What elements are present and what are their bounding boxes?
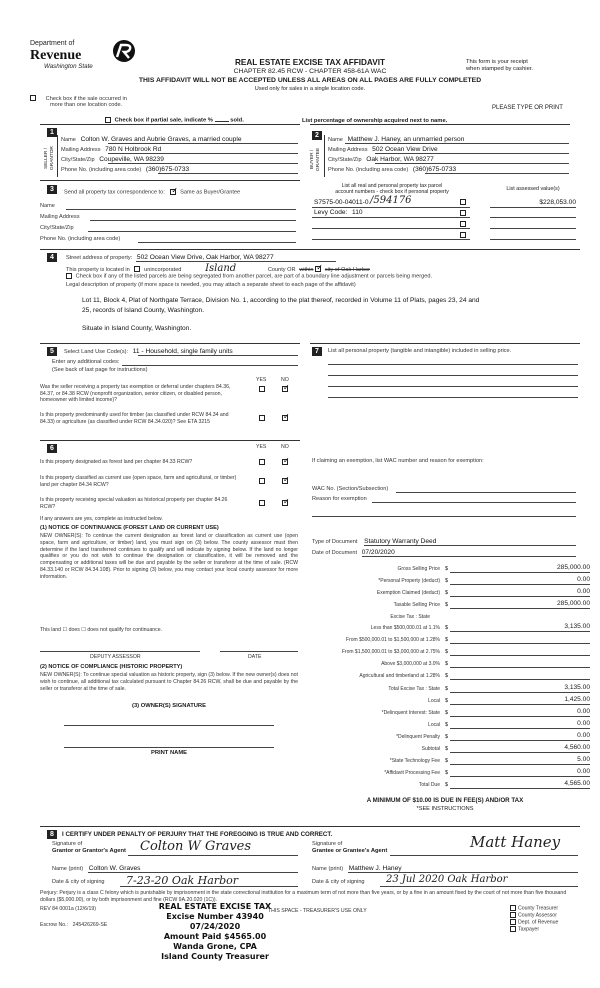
tech-fee-value[interactable]: 5.00 bbox=[450, 756, 590, 765]
gross-label: Gross Selling Price bbox=[397, 566, 440, 572]
buyer-mailing-field[interactable]: 502 Ocean View Drive bbox=[372, 146, 438, 153]
dor-emblem-icon bbox=[110, 38, 138, 64]
delinq-local-dollar: $ bbox=[445, 722, 449, 728]
seller-phone-field[interactable]: (360)675-0733 bbox=[145, 166, 190, 173]
tier1-dollar: $ bbox=[445, 625, 449, 631]
ag-value[interactable] bbox=[450, 671, 590, 680]
receipt-note-2: when stamped by cashier. bbox=[466, 66, 534, 72]
county-handwritten: Island bbox=[205, 263, 237, 274]
seller-city-label: City/State/Zip bbox=[61, 157, 95, 163]
corr-mailing-field[interactable] bbox=[90, 220, 296, 221]
deputy-date-label: DATE bbox=[248, 654, 262, 660]
grantor-name-print[interactable]: Colton W. Graves bbox=[88, 865, 141, 872]
calc-ag bbox=[300, 673, 600, 683]
copy-list bbox=[510, 905, 558, 933]
exemption-value[interactable]: 0.00 bbox=[450, 588, 590, 597]
see-back-note: (See back of last page for instructions) bbox=[52, 367, 148, 373]
buyer-phone-field[interactable]: (360)675-0733 bbox=[412, 166, 457, 173]
land-use-section bbox=[40, 343, 300, 438]
section-4-number: 4 bbox=[47, 253, 57, 262]
lu-question-1: Was the seller receiving a property tax exemption or deferral under chapters 84.36, 84.37, or 84.38 RCW (nonprofit organization, senior citizen, or disabled person, homeowner with limited income)? bbox=[40, 384, 231, 403]
lu-question-2: Is this property predominantly used for timber (as classified under RCW 84.34 and 84.33) or agriculture (as classified under RCW 84.34.020)? See ETA 3215 bbox=[40, 412, 229, 425]
personal-dollar: $ bbox=[445, 578, 449, 584]
delinq-state-value[interactable]: 0.00 bbox=[450, 708, 590, 717]
grantor-date-city-label: Date & city of signing bbox=[52, 879, 105, 885]
rev-number: REV 84 0001a (12/6/19) bbox=[40, 906, 96, 912]
lu-q1-no[interactable] bbox=[282, 386, 288, 392]
personal-property-line-2[interactable] bbox=[328, 375, 578, 376]
delinq-penalty-value[interactable]: 0.00 bbox=[450, 732, 590, 741]
s6-q1-no[interactable] bbox=[282, 459, 288, 465]
total-state-value[interactable]: 3,135.00 bbox=[450, 684, 590, 693]
personal-property-line-1[interactable] bbox=[328, 364, 578, 365]
print-name-label: PRINT NAME bbox=[150, 750, 188, 756]
notice-continuance-title: (1) NOTICE OF CONTINUANCE (FOREST LAND OR CURRENT USE) bbox=[40, 525, 219, 531]
calc-tier4 bbox=[300, 661, 600, 671]
personal-property-line-3[interactable] bbox=[328, 386, 578, 387]
multi-location-checkbox[interactable] bbox=[30, 95, 36, 101]
delinq-penalty-dollar: $ bbox=[445, 734, 449, 740]
ag-label: Agricultural and timberland at 1.28% bbox=[359, 673, 440, 679]
s6-if-yes-note: If any answers are yes, complete as instructed below. bbox=[40, 516, 163, 522]
tier1-value[interactable]: 3,135.00 bbox=[450, 623, 590, 632]
deputy-date-line[interactable] bbox=[220, 651, 298, 652]
corr-name-field[interactable] bbox=[66, 209, 296, 210]
affidavit-fee-value[interactable]: 0.00 bbox=[450, 768, 590, 777]
section-3-number: 3 bbox=[47, 185, 57, 194]
excise-state-label: Excise Tax : State bbox=[390, 614, 430, 620]
grantee-sig-label-1: Signature of bbox=[312, 841, 343, 847]
city-struck-label: city of Oak Harbor bbox=[324, 267, 370, 273]
doc-type-label: Type of Document bbox=[312, 539, 358, 545]
s6-q3-yes[interactable] bbox=[259, 500, 265, 506]
taxable-label: Taxable Selling Price bbox=[393, 602, 440, 608]
correspondence-section bbox=[40, 180, 300, 246]
total-due-value[interactable]: 4,565.00 bbox=[450, 780, 590, 789]
same-as-buyer-checkbox[interactable] bbox=[170, 189, 176, 195]
tier2-value[interactable] bbox=[450, 635, 590, 644]
street-label: Street address of property: bbox=[66, 255, 133, 261]
reason-label: Reason for exemption bbox=[312, 496, 367, 502]
treasurer-use-note: THIS SPACE - TREASURER'S USE ONLY bbox=[268, 908, 367, 914]
tech-fee-label: *State Technology Fee bbox=[389, 758, 440, 764]
grantee-name-print[interactable]: Matthew J. Haney bbox=[348, 865, 402, 872]
seller-mailing-label: Mailing Address bbox=[61, 147, 101, 153]
ag-dollar: $ bbox=[445, 673, 449, 679]
notice-compliance-text: NEW OWNER(S): To continue special valuation as historic property, sign (3) below. If the new owner(s) does not wish to continue, all additional tax calculated pursuant to Chapter 84.26 RCW, shall be due and payable by the seller or transferor at the time of sale. bbox=[40, 672, 298, 692]
seller-city-field[interactable]: Coupeville, WA 98239 bbox=[99, 156, 164, 163]
owner-signature-label: (3) OWNER(S) SIGNATURE bbox=[132, 703, 206, 709]
s6-q2-yes[interactable] bbox=[259, 478, 265, 484]
dept-of: Department of bbox=[30, 40, 75, 47]
exemption-dollar: $ bbox=[445, 590, 449, 596]
total-state-label: Total Excise Tax : State bbox=[388, 686, 440, 692]
parcel-personal-checkbox-2[interactable] bbox=[460, 210, 466, 216]
parcel-handwritten: /594176 bbox=[370, 195, 412, 206]
seller-name-field[interactable]: Colton W. Graves and Aubrie Graves, a married couple bbox=[80, 136, 242, 143]
levy-label: Levy Code: bbox=[314, 209, 348, 216]
legal-description-3[interactable]: Situate in Island County, Washington. bbox=[82, 325, 192, 332]
levy-code[interactable]: 110 bbox=[352, 209, 363, 216]
additional-codes-label: Enter any additional codes: bbox=[52, 359, 120, 365]
copy-taxpayer-checkbox[interactable] bbox=[510, 926, 516, 932]
unincorporated-checkbox[interactable] bbox=[134, 266, 140, 272]
corr-mailing-label: Mailing Address bbox=[40, 214, 80, 220]
parcel-personal-checkbox-1[interactable] bbox=[460, 199, 466, 205]
calc-personal bbox=[300, 578, 600, 588]
s6-yes-header: YES bbox=[256, 444, 267, 450]
partial-sale-sold: sold. bbox=[230, 117, 244, 124]
seller-side-label: SELLER / GRANTOR bbox=[44, 146, 55, 170]
ownership-note: List percentage of ownership acquired next to name. bbox=[302, 118, 448, 124]
tier3-value[interactable] bbox=[450, 647, 590, 656]
wac-field[interactable] bbox=[396, 492, 576, 493]
wac-label: WAC No. (Section/Subsection) bbox=[312, 486, 389, 492]
calc-tier2 bbox=[300, 637, 600, 647]
s6-question-3: Is this property receiving special valuation as historical property per chapter 84.26 RCW? bbox=[40, 497, 228, 510]
s6-question-1: Is this property designated as forest land per chapter 84.33 RCW? bbox=[40, 459, 193, 465]
partial-sale-checkbox[interactable] bbox=[105, 117, 111, 123]
form-subtitle: CHAPTER 82.45 RCW - CHAPTER 458-61A WAC bbox=[233, 68, 387, 75]
reason-field-2[interactable] bbox=[312, 516, 576, 517]
boundary-checkbox[interactable] bbox=[66, 273, 72, 279]
affidavit-fee-label: *Affidavit Processing Fee bbox=[384, 770, 440, 776]
calc-gross bbox=[300, 566, 600, 576]
delinq-state-label: *Delinquent Interest: State bbox=[381, 710, 440, 716]
section-6-number: 6 bbox=[47, 444, 57, 453]
corr-phone-field[interactable] bbox=[138, 242, 296, 243]
partial-sale-label: Check box if partial sale, indicate % bbox=[114, 117, 213, 124]
certify-statement: I CERTIFY UNDER PENALTY OF PERJURY THAT THE FOREGOING IS TRUE AND CORRECT. bbox=[62, 831, 333, 838]
street-field[interactable]: 502 Ocean View Drive, Oak Harbor, WA 98277 bbox=[136, 254, 274, 261]
copy-dor-checkbox[interactable] bbox=[510, 919, 516, 925]
tier3-dollar: $ bbox=[445, 649, 449, 655]
copy-assessor-label: County Assessor bbox=[518, 912, 557, 919]
treasurer-stamp bbox=[150, 902, 280, 962]
taxable-dollar: $ bbox=[445, 602, 449, 608]
seller-name-label: Name bbox=[61, 137, 76, 143]
section-6 bbox=[40, 440, 300, 820]
parcels-header-1: List all real and personal property tax parcel bbox=[341, 183, 443, 189]
buyer-name-label: Name bbox=[328, 137, 343, 143]
total-due-dollar: $ bbox=[445, 782, 449, 788]
multi-location-label-2: more than one location code. bbox=[50, 102, 123, 108]
stamp-line-4: Amount Paid $4565.00 bbox=[163, 932, 267, 941]
county-or-label: County OR bbox=[267, 267, 296, 273]
tier3-label: From $1,500,000.01 to $3,000,000 at 2.75% bbox=[341, 649, 440, 655]
parcels-header-2: account numbers - check box if personal property bbox=[335, 189, 449, 195]
certify-section bbox=[40, 826, 580, 944]
grantee-signature[interactable]: Matt Haney bbox=[470, 833, 561, 851]
grantee-date-city-label: Date & city of signing bbox=[312, 879, 365, 885]
exemption-claimed-label: Exemption Claimed (deduct) bbox=[376, 590, 440, 596]
lu-q2-no[interactable] bbox=[282, 415, 288, 421]
calc-tier1 bbox=[300, 625, 600, 635]
subtotal-dollar: $ bbox=[445, 746, 449, 752]
seller-phone-label: Phone No. (including area code) bbox=[61, 167, 142, 173]
stamp-line-5: Wanda Grone, CPA bbox=[173, 942, 257, 951]
grantor-sig-label-1: Signature of bbox=[52, 841, 83, 847]
corr-city-label: City/State/Zip bbox=[40, 225, 74, 231]
land-use-code[interactable]: 11 - Household, single family units bbox=[132, 348, 233, 355]
grantee-date-city[interactable]: 23 Jul 2020 Oak Harbor bbox=[386, 874, 508, 885]
corr-city-field[interactable] bbox=[88, 231, 296, 232]
seller-mailing-field[interactable]: 780 N Holbrook Rd bbox=[105, 146, 162, 153]
calc-exemption bbox=[300, 590, 600, 600]
s6-q3-no[interactable] bbox=[282, 500, 288, 506]
copy-taxpayer-label: Taxpayer bbox=[518, 926, 540, 932]
section-5-number: 5 bbox=[47, 347, 57, 356]
multi-location-label: Check box if the sale occurred in bbox=[45, 95, 127, 102]
tier1-label: Less than $500,000.01 at 1.1% bbox=[370, 625, 440, 631]
taxable-value[interactable]: 285,000.00 bbox=[450, 600, 590, 609]
legal-description-2[interactable]: 25, records of Island County, Washington. bbox=[82, 307, 205, 314]
buyer-city-label: City/State/Zip bbox=[328, 157, 362, 163]
calc-tier3 bbox=[300, 649, 600, 659]
gross-dollar: $ bbox=[445, 566, 449, 572]
dor-logo bbox=[30, 38, 140, 74]
delinq-local-value[interactable]: 0.00 bbox=[450, 720, 590, 729]
section-8-number: 8 bbox=[47, 830, 57, 839]
see-instructions-note: *SEE INSTRUCTIONS bbox=[416, 806, 474, 812]
s6-no-header: NO bbox=[281, 444, 289, 450]
doc-type-field[interactable]: Statutory Warranty Deed bbox=[364, 538, 437, 545]
deputy-assessor-label: DEPUTY ASSESSOR bbox=[90, 654, 141, 660]
qualify-text: This land ☐ does ☐ does not qualify for continuance. bbox=[40, 627, 163, 633]
total-state-dollar: $ bbox=[445, 686, 449, 692]
single-location-note: Used only for sales in a single location code. bbox=[254, 86, 366, 92]
delinq-local-label: Local bbox=[428, 722, 440, 728]
tier4-value[interactable] bbox=[450, 659, 590, 668]
affidavit-fee-dollar: $ bbox=[445, 770, 449, 776]
assessed-header: List assessed value(s) bbox=[506, 186, 560, 192]
legal-label: Legal description of property (if more space is needed, you may attach a separate sheet to each page of the affidavit) bbox=[66, 282, 356, 288]
minimum-fee-note: A MINIMUM OF $10.00 IS DUE IN FEE(S) AND/OR TAX bbox=[366, 797, 524, 804]
legal-description-1[interactable]: Lot 11, Block 4, Plat of Northgate Terrace, Division No. 1, according to the plat thereof, recorded in Volume 11 of Plats, pages 23, 24 and bbox=[82, 297, 480, 304]
calc-taxable bbox=[300, 602, 600, 612]
lu-q1-yes[interactable] bbox=[259, 386, 265, 392]
stamp-line-6: Island County Treasurer bbox=[161, 952, 269, 961]
calc-local bbox=[300, 698, 600, 708]
send-correspondence-label: Send all property tax correspondence to: bbox=[64, 189, 165, 196]
section-1-number: 1 bbox=[47, 128, 57, 137]
calc-total-state bbox=[300, 686, 600, 696]
receipt-note-1: This form is your receipt bbox=[466, 59, 528, 65]
personal-label: *Personal Property (deduct) bbox=[378, 578, 440, 584]
copy-treasurer-checkbox[interactable] bbox=[510, 905, 516, 911]
property-section bbox=[40, 249, 580, 341]
dept-name: Revenue bbox=[30, 48, 82, 63]
parcel-number[interactable]: S7575-00-04011-0 bbox=[314, 199, 369, 206]
within-city-checkbox[interactable] bbox=[315, 266, 321, 272]
form-title: REAL ESTATE EXCISE TAX AFFIDAVIT bbox=[235, 58, 385, 67]
lu-yes-header: YES bbox=[256, 377, 267, 383]
copy-assessor-checkbox[interactable] bbox=[510, 912, 516, 918]
lu-no-header: NO bbox=[281, 377, 289, 383]
calc-delinq-state bbox=[300, 710, 600, 720]
print-note: PLEASE TYPE OR PRINT bbox=[492, 105, 563, 111]
calc-tech-fee bbox=[300, 758, 600, 768]
seller-section bbox=[40, 124, 300, 177]
copy-treasurer-label: County Treasurer bbox=[518, 905, 559, 912]
reason-field-1[interactable] bbox=[372, 502, 576, 503]
section-2-number: 2 bbox=[312, 131, 322, 140]
form-warning: THIS AFFIDAVIT WILL NOT BE ACCEPTED UNLESS ALL AREAS ON ALL PAGES ARE FULLY COMPLETED bbox=[138, 77, 482, 84]
buyer-phone-label: Phone No. (including area code) bbox=[328, 167, 409, 173]
print-name-line[interactable] bbox=[64, 747, 274, 748]
grantor-name-print-label: Name (print) bbox=[52, 866, 84, 872]
grantor-signature[interactable]: Colton W Graves bbox=[140, 839, 252, 854]
exemption-label: If claiming an exemption, list WAC number and reason for exemption: bbox=[312, 458, 484, 464]
deputy-assessor-line[interactable] bbox=[40, 651, 200, 652]
gross-value[interactable]: 285,000.00 bbox=[450, 564, 590, 573]
buyer-mailing-label: Mailing Address bbox=[328, 147, 368, 153]
personal-property-line-4[interactable] bbox=[328, 397, 578, 398]
delinq-penalty-label: *Delinquent Penalty bbox=[396, 734, 440, 740]
stamp-line-1: REAL ESTATE EXCISE TAX bbox=[158, 902, 272, 911]
notice-continuance-text: NEW OWNER(S): To continue the current designation as forest land or classification as current use (open space, farm and agriculture, or timber) land, you must sign on (3) below. The county assessor must then determine if the land transferred continues to qualify and will indicate by signing below. If the land no longer qualifies or you do not wish to continue the designation or classification, it will be removed and the compensating or additional taxes will be due and payable by the seller or transferor at the time of sale. (RCW 84.33.140 or RCW 84.34.108). Prior to signing (3) below, you may contact your local county assessor for more information. bbox=[40, 533, 298, 580]
same-as-buyer-label: Same as Buyer/Grantee bbox=[180, 189, 241, 196]
s6-q2-no[interactable] bbox=[282, 478, 288, 484]
land-use-label: Select Land Use Code(s): bbox=[64, 349, 129, 355]
grantor-sig-label-2: Grantor or Grantor's Agent bbox=[52, 848, 126, 854]
doc-date-label: Date of Document bbox=[312, 550, 358, 556]
s6-q1-yes[interactable] bbox=[259, 459, 265, 465]
owner-signature-line[interactable] bbox=[64, 725, 274, 726]
personal-property-label: List all personal property (tangible and intangible) included in selling price. bbox=[328, 348, 512, 354]
tier4-dollar: $ bbox=[445, 661, 449, 667]
parcel-personal-checkbox-4[interactable] bbox=[460, 232, 466, 238]
calc-delinq-penalty bbox=[300, 734, 600, 744]
corr-phone-label: Phone No. (including area code) bbox=[40, 236, 121, 242]
boundary-note: Check box if any of the listed parcels are being segregated from another parcel, are part of a boundary line adjustment or parcels being merged. bbox=[75, 273, 433, 280]
dept-state: Washington State bbox=[44, 63, 93, 70]
grantee-sig-label-2: Grantee or Grantee's Agent bbox=[312, 848, 388, 854]
buyer-side-label: BUYER / GRANTEE bbox=[310, 147, 321, 171]
escrow-label: Escrow No.: bbox=[40, 922, 68, 928]
grantor-date-city[interactable]: 7-23-20 Oak Harbor bbox=[126, 874, 238, 887]
tier2-label: From $500,000.01 to $1,500,000 at 1.28% bbox=[346, 637, 440, 643]
total-due-label: Total Due bbox=[418, 782, 440, 788]
buyer-city-field[interactable]: Oak Harbor, WA 98277 bbox=[366, 156, 434, 163]
delinq-state-dollar: $ bbox=[445, 710, 449, 716]
section-7-number: 7 bbox=[312, 347, 322, 356]
subtotal-value[interactable]: 4,560.00 bbox=[450, 744, 590, 753]
assessed-value[interactable]: $228,053.00 bbox=[539, 199, 576, 206]
perjury-note: Perjury: Perjury is a class C felony which is punishable by imprisonment in the state correctional institution for a maximum term of not more than five years, or by a fine in an amount fixed by the court of not more than five thousand dollars ($5,000.00), or by both imprisonment and fine (RCW 9A.20.020 (1C)). bbox=[40, 890, 567, 903]
subtotal-label: Subtotal bbox=[421, 746, 440, 752]
lu-q2-yes[interactable] bbox=[259, 415, 265, 421]
s6-question-2: Is this property classified as current use (open space, farm and agricultural, or timber) land per chapter 84.34 RCW? bbox=[40, 475, 237, 488]
buyer-name-field[interactable]: Matthew J. Haney, an unmarried person bbox=[347, 136, 465, 143]
partial-sale-pct-field[interactable] bbox=[215, 121, 229, 122]
stamp-line-3: 07/24/2020 bbox=[189, 922, 241, 931]
calc-total-due bbox=[300, 782, 600, 792]
corr-name-label: Name bbox=[40, 203, 55, 209]
tech-fee-dollar: $ bbox=[445, 758, 449, 764]
tier2-dollar: $ bbox=[445, 637, 449, 643]
parcels-section bbox=[310, 180, 580, 246]
tier4-label: Above $3,000,000 at 3.0% bbox=[381, 661, 440, 667]
unincorporated-label: unincorporated bbox=[144, 267, 182, 273]
within-city-label: within bbox=[299, 267, 314, 273]
grantee-name-print-label: Name (print) bbox=[312, 866, 344, 872]
calc-affidavit-fee bbox=[300, 770, 600, 780]
section-7 bbox=[310, 343, 580, 473]
copy-dor-label: Dept. of Revenue bbox=[518, 919, 559, 926]
parcel-personal-checkbox-3[interactable] bbox=[460, 221, 466, 227]
local-dollar: $ bbox=[445, 698, 449, 704]
buyer-section bbox=[310, 124, 570, 177]
stamp-line-2: Excise Number 43940 bbox=[166, 912, 264, 921]
personal-value[interactable]: 0.00 bbox=[450, 576, 590, 585]
notice-compliance-title: (2) NOTICE OF COMPLIANCE (HISTORIC PROPERTY) bbox=[40, 664, 183, 670]
local-label: Local bbox=[428, 698, 440, 704]
located-label: This property is located in bbox=[66, 267, 130, 273]
calc-subtotal bbox=[300, 746, 600, 756]
escrow-number: 245426269-SE bbox=[72, 922, 108, 928]
local-value[interactable]: 1,425.00 bbox=[450, 696, 590, 705]
doc-date-field[interactable]: 07/20/2020 bbox=[361, 549, 395, 556]
calc-delinq-local bbox=[300, 722, 600, 732]
additional-codes-field[interactable] bbox=[122, 365, 298, 366]
